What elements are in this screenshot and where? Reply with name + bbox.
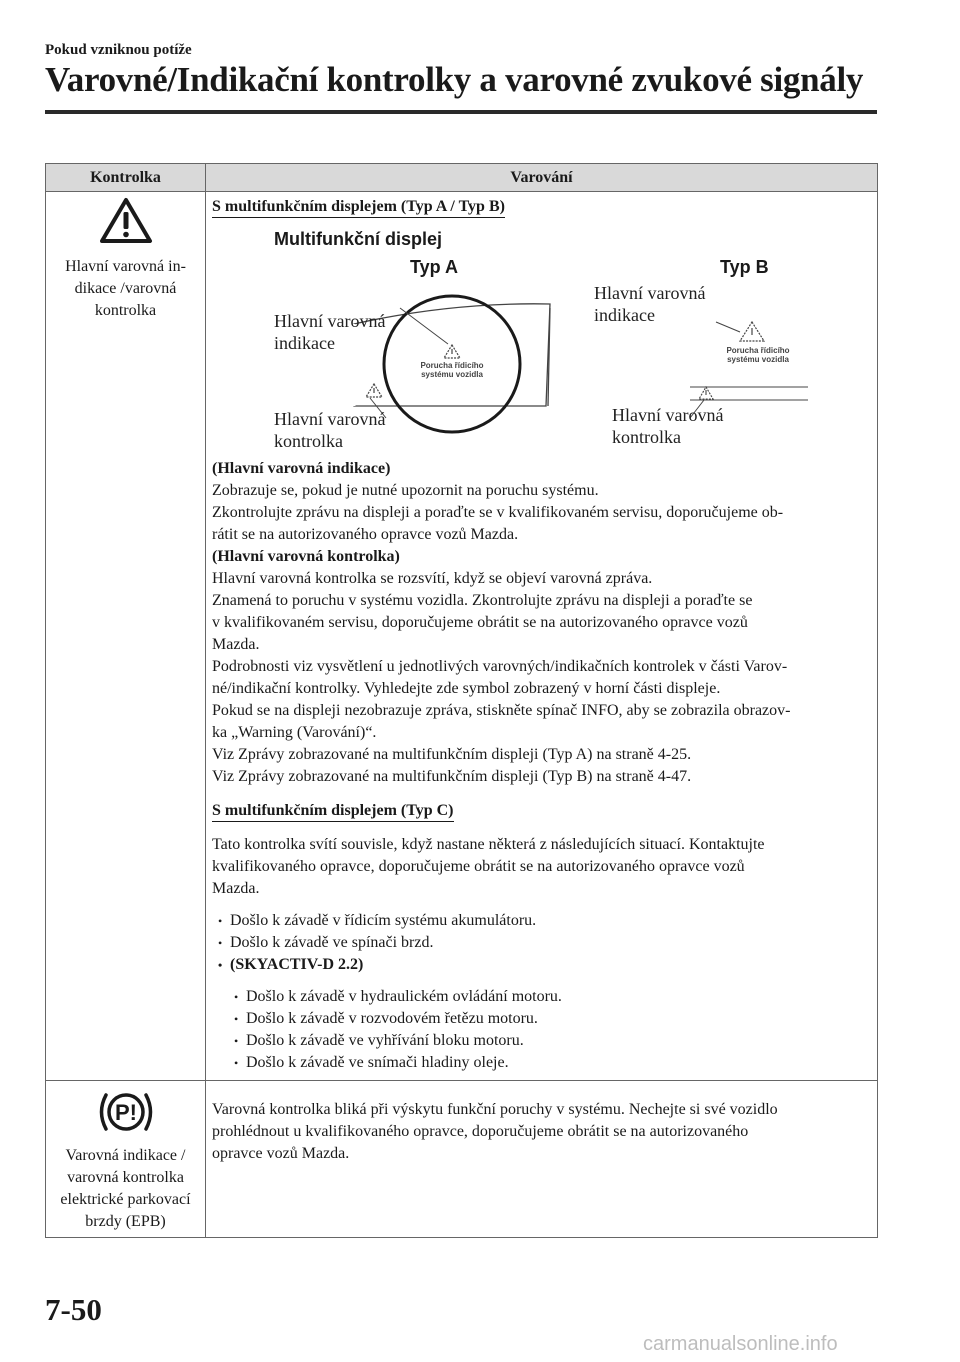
type-a-light-label: Hlavní varovná kontrolka: [274, 409, 386, 451]
text-line: Podrobnosti viz vysvětlení u jednotlivých varovných/indikačních kontrolek v části Varov-: [212, 658, 788, 675]
type-b-light-label: Hlavní varovná kontrolka: [612, 405, 724, 447]
caption-line: Varovná indikace /: [65, 1147, 186, 1164]
caption-line: dikace /varovná: [74, 280, 177, 297]
text-line: kvalifikovaného opravce, doporučujeme obrátit se na autorizovaného opravce vozů: [212, 858, 745, 875]
caption-line: elektrické parkovací: [60, 1191, 191, 1208]
table-row-epb-warning: [46, 1081, 878, 1238]
list-item: • (SKYACTIV-D 2.2): [218, 954, 871, 976]
indication-heading: (Hlavní varovná indikace): [212, 460, 391, 477]
text-line: Zobrazuje se, pokud je nutné upozornit na poruchu systému.: [212, 482, 599, 499]
list-item: • Došlo k závadě v hydraulickém ovládání motoru.: [234, 986, 871, 1008]
title-rule: [45, 110, 877, 114]
list-item: • Došlo k závadě ve snímači hladiny oleje.: [234, 1052, 871, 1074]
caption-line: Hlavní varovná in-: [65, 258, 186, 275]
page-reference-link[interactable]: Viz Zprávy zobrazované na multifunkčním displeji (Typ B) na straně 4-47.: [212, 768, 692, 785]
main-warning-description: [206, 192, 878, 1081]
text-line: Mazda.: [212, 636, 260, 653]
multifunction-display-diagram: [212, 218, 872, 458]
table-row-main-warning: [46, 192, 878, 1081]
diagram-title: Multifunkční displej: [274, 229, 443, 249]
text-line: Pokud se na displeji nezobrazuje zpráva, stiskněte spínač INFO, aby se zobrazila obrazov-: [212, 702, 791, 719]
warning-triangle-icon: [98, 196, 154, 246]
text-line: Mazda.: [212, 880, 260, 897]
caption-line: kontrolka: [94, 302, 157, 319]
type-a-label: Typ A: [410, 257, 458, 277]
type-a-small-text: Porucha řídicího systému vozidla: [420, 361, 484, 379]
epb-icon-cell: [46, 1081, 206, 1238]
light-heading: (Hlavní varovná kontrolka): [212, 548, 400, 565]
text-line: né/indikační kontrolky. Vyhledejte zde symbol zobrazený v horní části displeje.: [212, 680, 721, 697]
text-line: opravce vozů Mazda.: [212, 1145, 350, 1162]
list-item: • Došlo k závadě v řídicím systému akumulátoru.: [218, 910, 871, 932]
subheading-type-c: S multifunkčním displejem (Typ C): [212, 801, 454, 822]
column-header-varovani: Varování: [206, 164, 878, 192]
parking-brake-p-icon: [94, 1089, 158, 1135]
subheading-type-ab: S multifunkčním displejem (Typ A / Typ B): [212, 197, 505, 218]
column-header-kontrolka: Kontrolka: [46, 164, 206, 192]
list-item: • Došlo k závadě v rozvodovém řetězu motoru.: [234, 1008, 871, 1030]
page-number: 7-50: [45, 1292, 102, 1327]
page-title: Varovné/Indikační kontrolky a varovné zvukové signály: [45, 60, 864, 99]
watermark: carmanualsonline.info: [643, 1333, 838, 1355]
list-item: • Došlo k závadě ve vyhřívání bloku motoru.: [234, 1030, 871, 1052]
text-line: ka „Warning (Varování)“.: [212, 724, 377, 741]
list-item: • Došlo k závadě ve spínači brzd.: [218, 932, 871, 954]
svg-text:P!: P!: [114, 1100, 137, 1125]
main-warning-icon-cell: [46, 192, 206, 1081]
text-line: Tato kontrolka svítí souvisle, když nastane některá z následujících situací. Kontaktujte: [212, 836, 765, 853]
text-line: v kvalifikovaném servisu, doporučujeme obrátit se na autorizovaného opravce vozů: [212, 614, 748, 631]
type-b-indication-label: Hlavní varovná indikace: [594, 283, 706, 325]
epb-description: [206, 1081, 878, 1238]
table-header-row: [46, 164, 878, 192]
text-line: Varovná kontrolka bliká při výskytu funkční poruchy v systému. Nechejte si své vozidlo: [212, 1101, 778, 1118]
caption-line: varovná kontrolka: [67, 1169, 184, 1186]
text-line: Znamená to poruchu v systému vozidla. Zkontrolujte zprávu na displeji a poraďte se: [212, 592, 753, 609]
text-line: Zkontrolujte zprávu na displeji a poraďte se v kvalifikovaném servisu, doporučujeme ob-: [212, 504, 784, 521]
text-line: rátit se na autorizovaného opravce vozů Mazda.: [212, 526, 519, 543]
bullet-list: [212, 910, 871, 976]
type-b-label: Typ B: [720, 257, 769, 277]
text-line: prohlédnout u kvalifikovaného opravce, doporučujeme obrátit se na autorizovaného: [212, 1123, 749, 1140]
text-line: Hlavní varovná kontrolka se rozsvítí, když se objeví varovná zpráva.: [212, 570, 653, 587]
caption-line: brzdy (EPB): [85, 1213, 166, 1230]
warning-table: [45, 163, 878, 1238]
page-reference-link[interactable]: Viz Zprávy zobrazované na multifunkčním displeji (Typ A) na straně 4-25.: [212, 746, 692, 763]
type-b-small-text: Porucha řídicího systému vozidla: [726, 346, 790, 364]
section-label: Pokud vzniknou potíže: [45, 42, 192, 58]
type-a-indication-label: Hlavní varovná indikace: [274, 311, 386, 353]
sub-bullet-list: [212, 986, 871, 1074]
